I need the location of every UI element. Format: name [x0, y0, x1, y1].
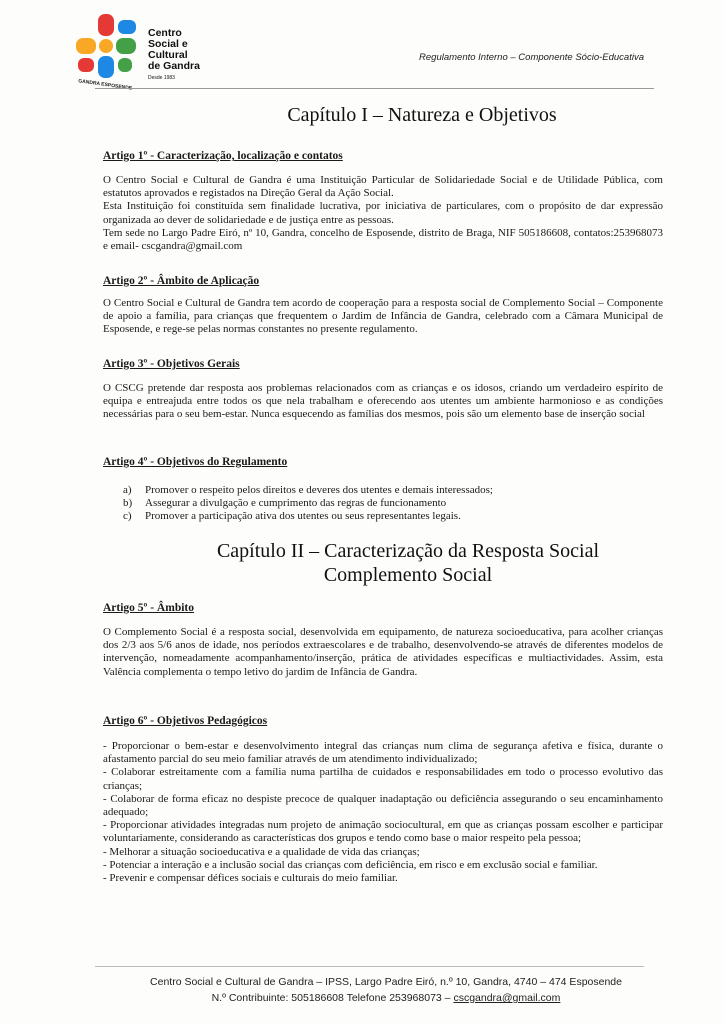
list-item: - Proporcionar atividades integradas num projeto de animação sociocultural, em que as crianças possam escolher e participar voluntariamente, considerando as características dos grupos e tendo como base o maior respeito pela pessoa; — [103, 819, 663, 845]
art6-title: Artigo 6º - Objetivos Pedagógicos — [103, 715, 268, 727]
logo-text — [148, 28, 222, 84]
logo-line1: Centro — [148, 27, 182, 39]
footer-divider — [95, 966, 644, 967]
footer-contact-text: N.º Contribuinte: 505186608 Telefone 253968073 – — [211, 992, 454, 1004]
footer-address: Centro Social e Cultural de Gandra – IPSS, Largo Padre Eiró, n.º 10, Gandra, 4740 – 474 Esposende — [150, 976, 622, 988]
list-item: - Colaborar estreitamente com a família numa partilha de cuidados e responsabilidades em todo o processo evolutivo das crianças; — [103, 766, 663, 792]
list-item: - Melhorar a situação socioeducativa e a qualidade de vida das crianças; — [103, 845, 420, 858]
art4-list — [123, 484, 493, 524]
logo-since: Desde 1983 — [148, 75, 175, 81]
art5-text: O Complemento Social é a resposta social, desenvolvida em equipamento, de natureza socioeducativa, para acolher crianças dos 2/3 aos 5/6 anos de idade, nos períodos extraescolares e de trabalho, desenvolvendo-se através de diferentes modelos de intervenção, nomeadamente acompanhamento/inserção, prática de atividades específicas e multiactividades. Assim, esta Valência complementa o tempo letivo do jardim de Infância de Gandra. — [103, 626, 663, 678]
header-divider — [95, 88, 654, 89]
art2-title: Artigo 2º - Âmbito de Aplicação — [103, 275, 260, 287]
art3-title: Artigo 3º - Objetivos Gerais — [103, 358, 240, 370]
art3-text: O CSCG pretende dar resposta aos problemas relacionados com as crianças e os idosos, criando um verdadeiro espírito de equipa e entreajuda entre todos os que nela trabalham e oferecendo aos utentes um ambiente harmonioso e as condições necessárias para o seu bem-estar. Nunca esquecendo as famílias dos mesmos, pois são um elemento base de inserção social — [103, 382, 663, 421]
logo-icon — [72, 12, 142, 82]
list-item: - Colaborar de forma eficaz no despiste precoce de qualquer inadaptação ou deficiência assegurando o seu encaminhamento adequado; — [103, 792, 663, 819]
header-title: Regulamento Interno – Componente Sócio-Educativa — [419, 52, 644, 63]
logo-arc-text: GANDRA ESPOSENDE — [77, 78, 133, 92]
list-item: c) Promover a participação ativa dos utentes ou seus representantes legais. — [123, 510, 461, 523]
logo-line3: de Gandra — [148, 60, 200, 72]
art1-text: O Centro Social e Cultural de Gandra é uma Instituição Particular de Solidariedade Social e de Utilidade Pública, com estatutos aprovados e registados na Direção Geral da Ação Social. Esta Instituição foi constituída sem finalidade lucrativa, por iniciativa de particulares, com o propósito de dar expressão organizada ao dever de solidariedade e de justiça entre as pessoas. Tem sede no Largo Padre Eiró, nº 10, Gandra, concelho de Esposende, distrito de Braga, NIF 505186608, contatos:253968073 e email- cscgandra@gmail.com — [103, 174, 663, 253]
art4-title: Artigo 4º - Objetivos do Regulamento — [103, 456, 288, 468]
logo — [72, 12, 222, 92]
art1-title: Artigo 1º - Caracterização, localização e contatos — [103, 150, 343, 162]
chapter2-subtitle: Complemento Social — [323, 564, 493, 586]
list-item: - Prevenir e compensar défices sociais e culturais do meio familiar. — [103, 872, 398, 885]
list-item: - Proporcionar o bem-estar e desenvolvimento integral das crianças num clima de segurança afetiva e física, durante o afastamento parcial do seu meio familiar através de um atendimento individualizado; — [103, 740, 663, 766]
list-item: a) Promover o respeito pelos direitos e deveres dos utentes e demais interessados; — [123, 484, 493, 496]
logo-line2: Social e Cultural — [148, 38, 188, 61]
art2-text: O Centro Social e Cultural de Gandra tem acordo de cooperação para a resposta social de Complemento Social – Componente de apoio a família, para crianças que frequentem o Jardim de Infância de Gandra, celebrado com a Câmara Municipal de Esposende, e rege-se pelas normas constantes no presente regulamento. — [103, 297, 663, 336]
footer-email-link[interactable]: cscgandra@gmail.com — [453, 992, 561, 1004]
list-item: - Potenciar a interação e a inclusão social das crianças com deficiência, em risco e em exclusão social e familiar. — [103, 858, 598, 871]
art5-title: Artigo 5º - Âmbito — [103, 602, 194, 614]
chapter2-title: Capítulo II – Caracterização da Resposta Social — [216, 540, 600, 562]
footer-contacts — [48, 992, 724, 1004]
chapter1-title: Capítulo I – Natureza e Objetivos — [287, 104, 557, 126]
art6-list — [103, 740, 663, 885]
list-item: b) Assegurar a divulgação e cumprimento das regras de funcionamento — [123, 497, 447, 510]
